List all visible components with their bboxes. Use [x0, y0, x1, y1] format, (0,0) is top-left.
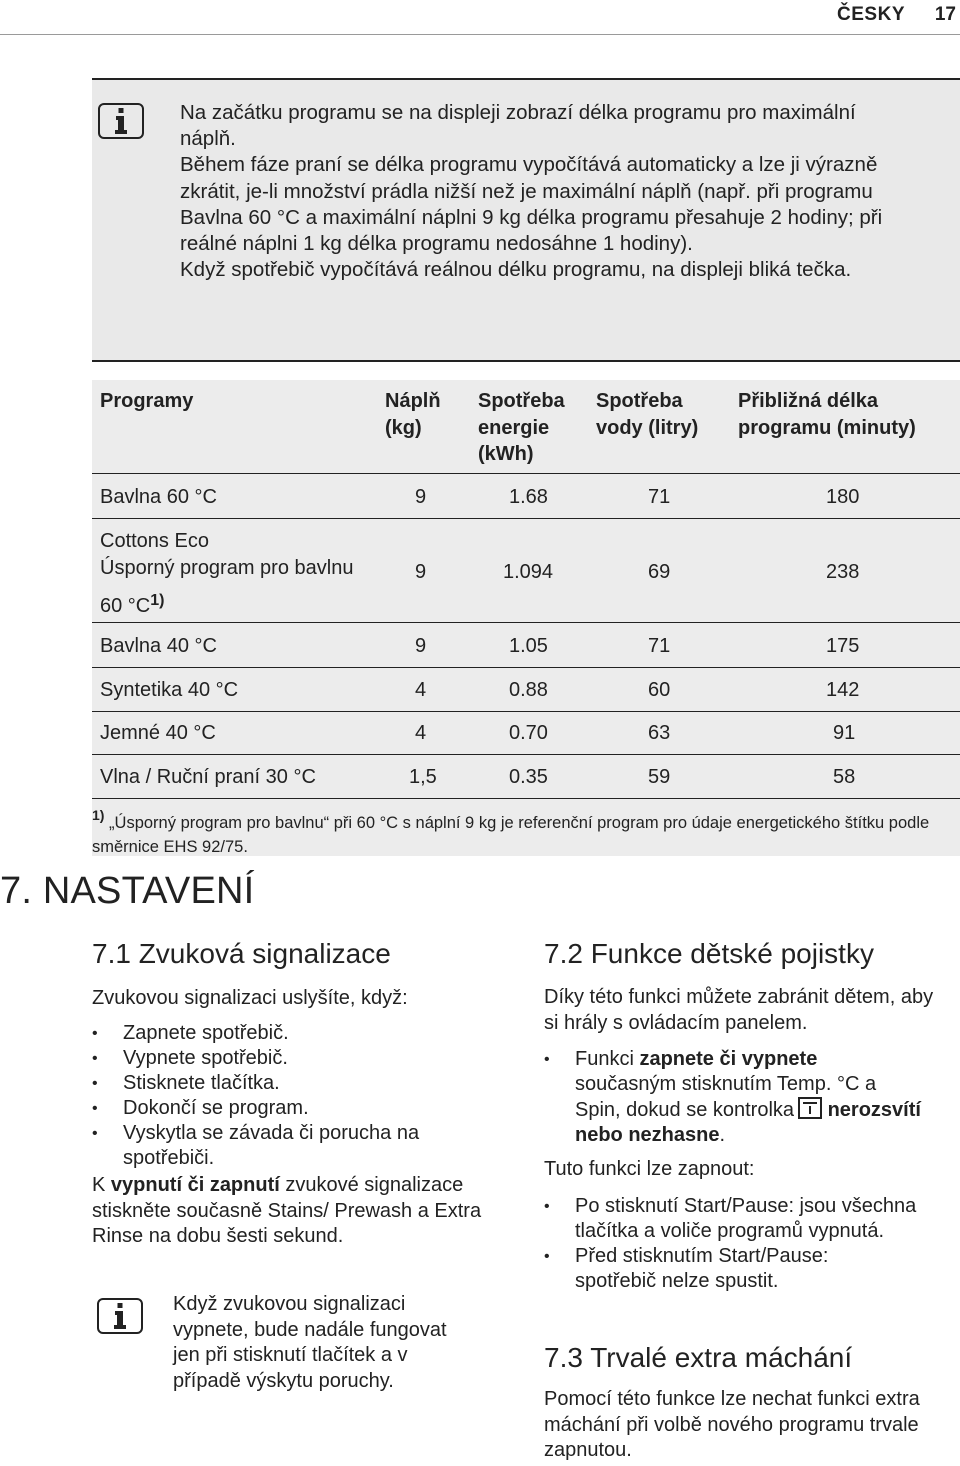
header-energy: Spotřeba energie (kWh) [478, 390, 565, 465]
note-paragraph: Během fáze praní se délka programu vypočítává automaticky a lze ji výrazně zkrátit, je-li množství prádla nižší než je maximální náplň (např. při programu Bavlna 60 °C a maximální náplni 9 kg délka programu přesahuje 2 hodiny; při reálné náplni 1 kg délka programu nedosáhne 1 hodiny). [180, 153, 883, 256]
list-item: • Po stisknutí Start/Pause: jsou všechna tlačítka a voliče programů vypnutá. [544, 1194, 934, 1244]
header-duration: Přibližná délka programu (minuty) [738, 390, 916, 439]
table-cell-program: Bavlna 60 °C [100, 486, 217, 508]
table-cell-energy: 1.094 [503, 561, 554, 583]
table-cell-water: 71 [648, 486, 671, 508]
table-cell-energy: 0.70 [509, 722, 548, 744]
table-cell-water: 63 [648, 722, 671, 744]
table-cell-program: Syntetika 40 °C [100, 679, 239, 701]
child-lock-enable: Tuto funkci lze zapnout: [544, 1158, 755, 1180]
child-lock-icon [798, 1097, 822, 1119]
sound-list [92, 1021, 492, 1171]
child-lock-list [544, 1047, 924, 1148]
child-lock-options [544, 1194, 934, 1294]
child-lock-intro: Díky této funkci můžete zabránit dětem, aby si hrály s ovládacím panelem. [544, 986, 934, 1034]
footnote-reference: 1) [150, 592, 165, 609]
table-cell-duration: 91 [833, 722, 856, 744]
table-cell-program: Cottons Eco [100, 530, 209, 552]
list-item: • Zapnete spotřebič. [92, 1021, 492, 1046]
list-item: • Dokončí se program. [92, 1096, 492, 1121]
table-cell-duration: 180 [826, 486, 860, 508]
table-cell-load: 9 [415, 486, 427, 508]
table-cell-duration: 175 [826, 635, 860, 657]
info-icon [98, 103, 144, 139]
table-cell-load: 9 [415, 635, 427, 657]
table-cell-water: 59 [648, 766, 671, 788]
sound-note: Když zvukovou signalizaci vypnete, bude nadále fungovat jen při stisknutí tlačítek a v případě výskytu poruchy. [173, 1293, 447, 1392]
table-cell-program: Vlna / Ruční praní 30 °C [100, 766, 316, 788]
table-cell-energy: 1.05 [509, 635, 548, 657]
list-item: • Před stisknutím Start/Pause: spotřebič nelze spustit. [544, 1244, 905, 1294]
info-note-text [180, 100, 900, 283]
subsection-title-sound: 7.1 Zvuková signalizace [92, 938, 391, 969]
subsection-title-extra-rinse: 7.3 Trvalé extra máchání [544, 1342, 853, 1373]
table-cell-program: 60 $^\circ C^{1)}$ [100, 592, 165, 617]
list-item: • Funkci zapnete či vypnete současným stisknutím Temp. °C a Spin, dokud se kontrolka nerozsvítí nebo nezhasne. [544, 1047, 924, 1148]
list-item: • Vypnete spotřebič. [92, 1046, 492, 1071]
table-cell-program: Bavlna 40 °C [100, 635, 217, 657]
table-cell-water: 60 [648, 679, 671, 701]
sound-instructions: K vypnutí či zapnutí zvukové signalizace stiskněte současně Stains/ Prewash a Extra Rinse na dobu šesti sekund. [92, 1174, 482, 1247]
extra-rinse-text: Pomocí této funkce lze nechat funkci extra máchání při volbě nového programu trvale zapnutou. [544, 1388, 920, 1461]
table-cell-duration: 238 [826, 561, 860, 583]
info-icon [97, 1298, 143, 1334]
table-footnote: $^{1)}$ „Úsporný program pro bavlnu“ při 60 °C s náplní 9 kg je referenční program pro údaje energetického štítku podle směrnice EHS 92/75. [92, 807, 930, 856]
table-cell-load: 1,5 [409, 766, 437, 788]
subsection-title-child-lock: 7.2 Funkce dětské pojistky [544, 938, 874, 969]
header-load: Náplň (kg) [385, 390, 441, 439]
sound-intro: Zvukovou signalizaci uslyšíte, když: [92, 987, 408, 1009]
note-paragraph: Když spotřebič vypočítává reálnou délku programu, na displeji bliká tečka. [180, 258, 852, 282]
table-cell-duration: 142 [826, 679, 860, 701]
table-cell-water: 69 [648, 561, 671, 583]
note-paragraph: Na začátku programu se na displeji zobrazí délka programu pro maximální náplň. [180, 101, 856, 151]
page-number: 17 [934, 4, 956, 25]
header-divider [0, 34, 960, 35]
table-cell-energy: 1.68 [509, 486, 548, 508]
header-program: Programy [100, 390, 194, 412]
section-title: 7. NASTAVENÍ [0, 870, 255, 912]
table-cell-water: 71 [648, 635, 671, 657]
table-cell-load: 4 [415, 722, 427, 744]
footnote-mark: 1) [92, 807, 105, 823]
table-cell-program: Jemné 40 °C [100, 722, 216, 744]
table-cell-energy: 0.88 [509, 679, 548, 701]
table-cell-load: 4 [415, 679, 427, 701]
table-cell-program: Úsporný program pro bavlnu [100, 557, 354, 579]
table-cell-load: 9 [415, 561, 427, 583]
table-cell-energy: 0.35 [509, 766, 548, 788]
list-item: • Stisknete tlačítka. [92, 1071, 492, 1096]
header-water: Spotřeba vody (litry) [596, 390, 699, 439]
table-cell-duration: 58 [833, 766, 856, 788]
list-item: • Vyskytla se závada či porucha na spotřebiči. [92, 1121, 463, 1171]
header-language: ČESKY [837, 4, 905, 25]
